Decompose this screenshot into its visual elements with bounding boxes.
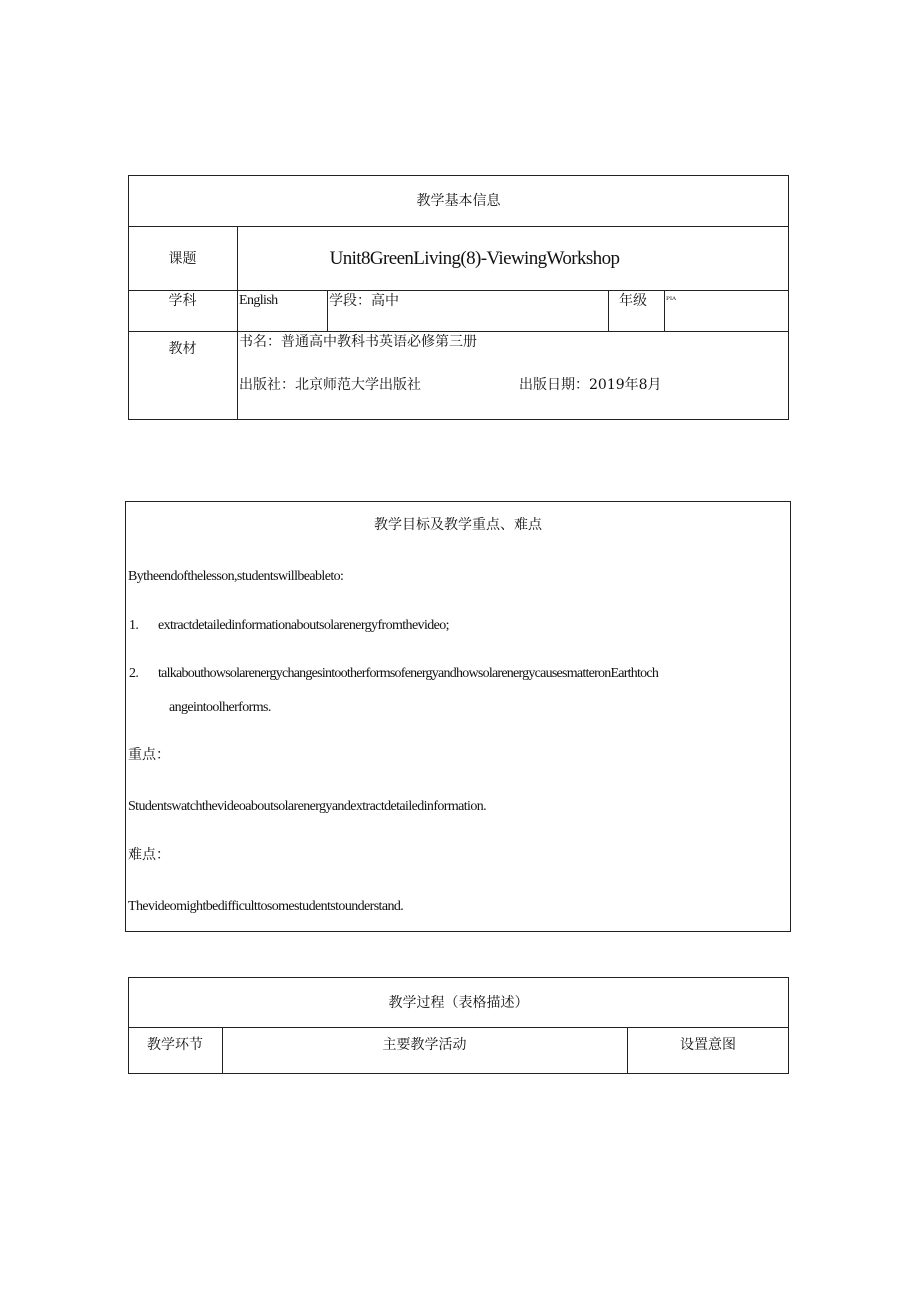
objective-2-number: 2. [129, 666, 139, 681]
key-point-text: Studentswatchthevideoaboutsolarenergyandextractdetailedinformation. [128, 799, 487, 814]
topic-value: Unit8GreenLiving(8)-ViewingWorkshop [329, 248, 620, 269]
process-header: 教学过程（表格描述） [388, 995, 529, 1011]
textbook-label: 教材 [168, 341, 197, 357]
process-column-activities: 主要教学活动 [382, 1037, 467, 1053]
difficulty-text: Thevideomightbedifficulttosomestudentstounderstand. [128, 899, 404, 914]
topic-label: 课题 [168, 251, 197, 267]
objectives-intro: Bytheendofthelesson,studentswillbeableto: [128, 569, 344, 584]
difficulty-label: 难点： [128, 847, 170, 863]
publisher: 出版社：北京师范大学出版社 [239, 377, 421, 393]
subject-label: 学科 [168, 293, 197, 309]
objective-2-text-continued: angeintoolherforms. [169, 700, 271, 715]
grade-value: ᴾᴵᴬ [666, 296, 677, 306]
basic-info-divider [327, 290, 328, 331]
subject-value: English [239, 293, 278, 308]
basic-info-divider [664, 290, 665, 331]
process-table-divider [128, 1027, 789, 1028]
objective-1-text: extractdetailedinformationaboutsolarenergyfromthevideo; [158, 618, 449, 633]
basic-info-divider [128, 290, 789, 291]
stage-label: 学段：高中 [329, 293, 399, 309]
process-table [128, 977, 789, 1074]
objectives-header: 教学目标及教学重点、难点 [374, 517, 542, 533]
basic-info-divider [128, 331, 789, 332]
publish-date: 出版日期：2019年8月 [519, 377, 662, 393]
basic-info-header: 教学基本信息 [416, 193, 501, 209]
process-column-stage: 教学环节 [147, 1037, 203, 1053]
grade-label: 年级 [619, 293, 647, 309]
objective-1-number: 1. [129, 618, 139, 633]
process-column-intent: 设置意图 [680, 1037, 736, 1053]
objective-2-text: talkabouthowsolarenergychangesintootherformsofenergyandhowsolarenergycausesmatteronEarthtoch [158, 666, 659, 681]
key-point-label: 重点： [128, 747, 170, 763]
book-name: 书名：普通高中教科书英语必修第三册 [239, 334, 477, 350]
basic-info-divider [608, 290, 609, 331]
basic-info-divider [128, 226, 789, 227]
